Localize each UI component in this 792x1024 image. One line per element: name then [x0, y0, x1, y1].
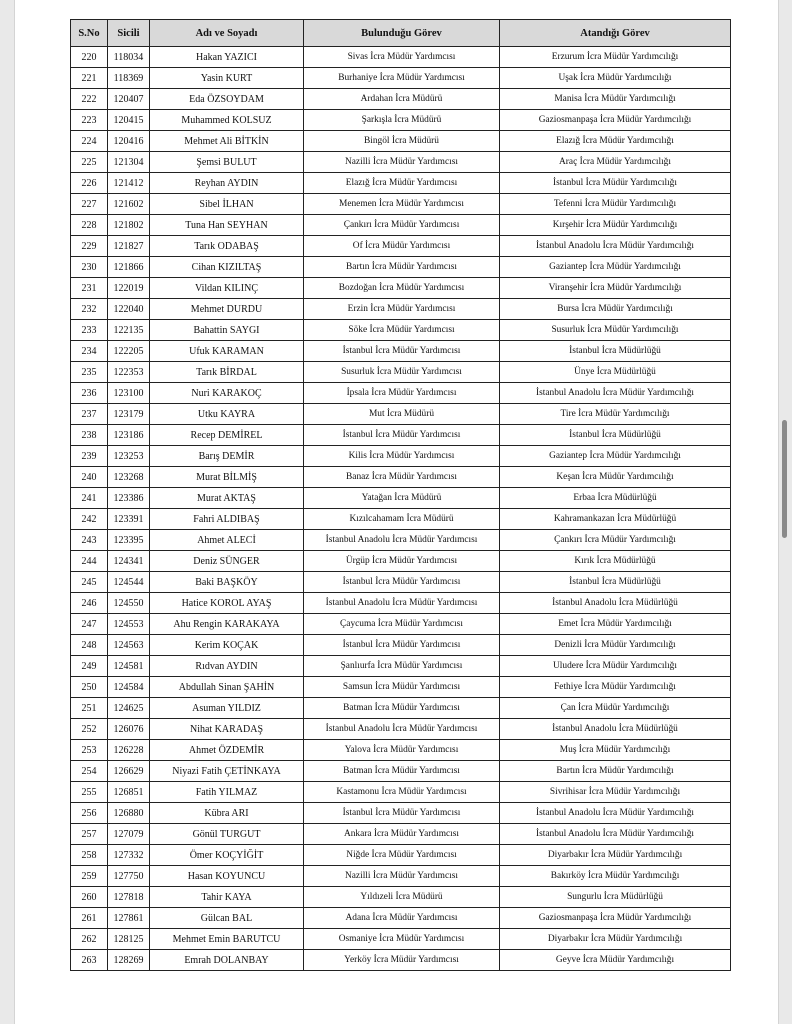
current-position: Şarkışla İcra Müdürü: [304, 110, 500, 131]
table-row: [71, 362, 731, 383]
table-row: [71, 803, 731, 824]
row-number: 255: [71, 782, 108, 803]
table-row: [71, 194, 731, 215]
row-number: 257: [71, 824, 108, 845]
current-position: Şanlıurfa İcra Müdür Yardımcısı: [304, 656, 500, 677]
row-number: 239: [71, 446, 108, 467]
row-number: 260: [71, 887, 108, 908]
sicil-number: 127818: [108, 887, 150, 908]
table-row: [71, 614, 731, 635]
person-name: Emrah DOLANBAY: [150, 950, 304, 971]
sicil-number: 123253: [108, 446, 150, 467]
assigned-position: Çankırı İcra Müdür Yardımcılığı: [500, 530, 731, 551]
scrollbar-thumb[interactable]: [782, 420, 787, 538]
sicil-number: 120415: [108, 110, 150, 131]
current-position: İstanbul İcra Müdür Yardımcısı: [304, 341, 500, 362]
current-position: Banaz İcra Müdür Yardımcısı: [304, 467, 500, 488]
person-name: Vildan KILINÇ: [150, 278, 304, 299]
row-number: 253: [71, 740, 108, 761]
person-name: Tarık BİRDAL: [150, 362, 304, 383]
current-position: Erzin İcra Müdür Yardımcısı: [304, 299, 500, 320]
current-position: Bozdoğan İcra Müdür Yardımcısı: [304, 278, 500, 299]
assigned-position: Susurluk İcra Müdür Yardımcılığı: [500, 320, 731, 341]
person-name: Hatice KOROL AYAŞ: [150, 593, 304, 614]
person-name: Ahu Rengin KARAKAYA: [150, 614, 304, 635]
current-position: İstanbul Anadolu İcra Müdür Yardımcısı: [304, 593, 500, 614]
person-name: Mehmet Emin BARUTCU: [150, 929, 304, 950]
person-name: Eda ÖZSOYDAM: [150, 89, 304, 110]
person-name: Kübra ARI: [150, 803, 304, 824]
table-row: [71, 383, 731, 404]
sicil-number: 127332: [108, 845, 150, 866]
current-position: Yerköy İcra Müdür Yardımcısı: [304, 950, 500, 971]
sicil-number: 120407: [108, 89, 150, 110]
sicil-number: 121602: [108, 194, 150, 215]
current-position: İstanbul Anadolu İcra Müdür Yardımcısı: [304, 530, 500, 551]
assigned-position: Sivrihisar İcra Müdür Yardımcılığı: [500, 782, 731, 803]
sicil-number: 124341: [108, 551, 150, 572]
table-row: [71, 593, 731, 614]
person-name: Sibel İLHAN: [150, 194, 304, 215]
assigned-position: Denizli İcra Müdür Yardımcılığı: [500, 635, 731, 656]
assigned-position: İstanbul Anadolu İcra Müdür Yardımcılığı: [500, 824, 731, 845]
row-number: 230: [71, 257, 108, 278]
sicil-number: 126851: [108, 782, 150, 803]
sicil-number: 121827: [108, 236, 150, 257]
assigned-position: İstanbul İcra Müdür Yardımcılığı: [500, 173, 731, 194]
assigned-position: Erzurum İcra Müdür Yardımcılığı: [500, 47, 731, 68]
person-name: Muhammed KOLSUZ: [150, 110, 304, 131]
assigned-position: İstanbul Anadolu İcra Müdür Yardımcılığı: [500, 236, 731, 257]
current-position: Yalova İcra Müdür Yardımcısı: [304, 740, 500, 761]
header-assigned-position: Atandığı Görev: [500, 20, 731, 47]
person-name: Tuna Han SEYHAN: [150, 215, 304, 236]
assigned-position: İstanbul İcra Müdürlüğü: [500, 425, 731, 446]
current-position: Söke İcra Müdür Yardımcısı: [304, 320, 500, 341]
sicil-number: 123100: [108, 383, 150, 404]
person-name: Rıdvan AYDIN: [150, 656, 304, 677]
header-row: [71, 20, 731, 47]
assigned-position: Kırşehir İcra Müdür Yardımcılığı: [500, 215, 731, 236]
assigned-position: Elazığ İcra Müdür Yardımcılığı: [500, 131, 731, 152]
current-position: Batman İcra Müdür Yardımcısı: [304, 761, 500, 782]
row-number: 235: [71, 362, 108, 383]
current-position: Menemen İcra Müdür Yardımcısı: [304, 194, 500, 215]
person-name: Bahattin SAYGI: [150, 320, 304, 341]
sicil-number: 118369: [108, 68, 150, 89]
table-row: [71, 299, 731, 320]
sicil-number: 124550: [108, 593, 150, 614]
assigned-position: Tefenni İcra Müdür Yardımcılığı: [500, 194, 731, 215]
sicil-number: 122353: [108, 362, 150, 383]
person-name: Ufuk KARAMAN: [150, 341, 304, 362]
row-number: 250: [71, 677, 108, 698]
row-number: 227: [71, 194, 108, 215]
current-position: Elazığ İcra Müdür Yardımcısı: [304, 173, 500, 194]
table-row: [71, 257, 731, 278]
assigned-position: İstanbul Anadolu İcra Müdür Yardımcılığı: [500, 803, 731, 824]
assignment-table: [70, 19, 731, 971]
person-name: Baki BAŞKÖY: [150, 572, 304, 593]
current-position: İstanbul İcra Müdür Yardımcısı: [304, 572, 500, 593]
table-row: [71, 278, 731, 299]
assigned-position: İstanbul İcra Müdürlüğü: [500, 341, 731, 362]
person-name: Utku KAYRA: [150, 404, 304, 425]
sicil-number: 122135: [108, 320, 150, 341]
table-row: [71, 845, 731, 866]
row-number: 262: [71, 929, 108, 950]
sicil-number: 121304: [108, 152, 150, 173]
person-name: Murat AKTAŞ: [150, 488, 304, 509]
row-number: 244: [71, 551, 108, 572]
assigned-position: Keşan İcra Müdür Yardımcılığı: [500, 467, 731, 488]
table-row: [71, 446, 731, 467]
table-row: [71, 740, 731, 761]
row-number: 234: [71, 341, 108, 362]
current-position: Kızılcahamam İcra Müdürü: [304, 509, 500, 530]
assigned-position: İstanbul İcra Müdürlüğü: [500, 572, 731, 593]
sicil-number: 120416: [108, 131, 150, 152]
assigned-position: Tire İcra Müdür Yardımcılığı: [500, 404, 731, 425]
person-name: Nuri KARAKOÇ: [150, 383, 304, 404]
current-position: Ürgüp İcra Müdür Yardımcısı: [304, 551, 500, 572]
assigned-position: Bursa İcra Müdür Yardımcılığı: [500, 299, 731, 320]
sicil-number: 124584: [108, 677, 150, 698]
assigned-position: İstanbul Anadolu İcra Müdürlüğü: [500, 593, 731, 614]
table-row: [71, 761, 731, 782]
sicil-number: 121866: [108, 257, 150, 278]
row-number: 251: [71, 698, 108, 719]
person-name: Barış DEMİR: [150, 446, 304, 467]
row-number: 229: [71, 236, 108, 257]
sicil-number: 127861: [108, 908, 150, 929]
sicil-number: 123268: [108, 467, 150, 488]
sicil-number: 121412: [108, 173, 150, 194]
sicil-number: 124581: [108, 656, 150, 677]
person-name: Tahir KAYA: [150, 887, 304, 908]
table-row: [71, 236, 731, 257]
row-number: 248: [71, 635, 108, 656]
table-row: [71, 635, 731, 656]
current-position: Of İcra Müdür Yardımcısı: [304, 236, 500, 257]
table-row: [71, 677, 731, 698]
assigned-position: Kahramankazan İcra Müdürlüğü: [500, 509, 731, 530]
person-name: Gülcan BAL: [150, 908, 304, 929]
row-number: 220: [71, 47, 108, 68]
assigned-position: Bartın İcra Müdür Yardımcılığı: [500, 761, 731, 782]
row-number: 243: [71, 530, 108, 551]
row-number: 246: [71, 593, 108, 614]
current-position: Çankırı İcra Müdür Yardımcısı: [304, 215, 500, 236]
current-position: Adana İcra Müdür Yardımcısı: [304, 908, 500, 929]
current-position: Bingöl İcra Müdürü: [304, 131, 500, 152]
person-name: Fahri ALDIBAŞ: [150, 509, 304, 530]
sicil-number: 124544: [108, 572, 150, 593]
row-number: 236: [71, 383, 108, 404]
person-name: Ahmet ÖZDEMİR: [150, 740, 304, 761]
sicil-number: 122019: [108, 278, 150, 299]
row-number: 240: [71, 467, 108, 488]
table-row: [71, 929, 731, 950]
header-sno: S.No: [71, 20, 108, 47]
row-number: 233: [71, 320, 108, 341]
assigned-position: Araç İcra Müdür Yardımcılığı: [500, 152, 731, 173]
current-position: İstanbul Anadolu İcra Müdür Yardımcısı: [304, 719, 500, 740]
table-header: [71, 20, 731, 47]
sicil-number: 122040: [108, 299, 150, 320]
row-number: 252: [71, 719, 108, 740]
row-number: 254: [71, 761, 108, 782]
row-number: 259: [71, 866, 108, 887]
row-number: 242: [71, 509, 108, 530]
row-number: 231: [71, 278, 108, 299]
row-number: 238: [71, 425, 108, 446]
person-name: Hakan YAZICI: [150, 47, 304, 68]
table-row: [71, 215, 731, 236]
sicil-number: 123386: [108, 488, 150, 509]
current-position: Samsun İcra Müdür Yardımcısı: [304, 677, 500, 698]
row-number: 225: [71, 152, 108, 173]
current-position: Nazilli İcra Müdür Yardımcısı: [304, 152, 500, 173]
person-name: Şemsi BULUT: [150, 152, 304, 173]
row-number: 226: [71, 173, 108, 194]
table-row: [71, 572, 731, 593]
row-number: 237: [71, 404, 108, 425]
table-row: [71, 152, 731, 173]
assigned-position: Gaziantep İcra Müdür Yardımcılığı: [500, 446, 731, 467]
current-position: İstanbul İcra Müdür Yardımcısı: [304, 803, 500, 824]
person-name: Nihat KARADAŞ: [150, 719, 304, 740]
assigned-position: Fethiye İcra Müdür Yardımcılığı: [500, 677, 731, 698]
table-row: [71, 656, 731, 677]
current-position: Osmaniye İcra Müdür Yardımcısı: [304, 929, 500, 950]
person-name: Yasin KURT: [150, 68, 304, 89]
table-row: [71, 47, 731, 68]
table-row: [71, 887, 731, 908]
row-number: 221: [71, 68, 108, 89]
row-number: 249: [71, 656, 108, 677]
table-row: [71, 866, 731, 887]
assigned-position: Erbaa İcra Müdürlüğü: [500, 488, 731, 509]
document-page: [15, 0, 777, 1024]
current-position: Batman İcra Müdür Yardımcısı: [304, 698, 500, 719]
table-row: [71, 68, 731, 89]
person-name: Niyazi Fatih ÇETİNKAYA: [150, 761, 304, 782]
sicil-number: 126228: [108, 740, 150, 761]
person-name: Deniz SÜNGER: [150, 551, 304, 572]
row-number: 256: [71, 803, 108, 824]
table-row: [71, 131, 731, 152]
sicil-number: 121802: [108, 215, 150, 236]
sicil-number: 128125: [108, 929, 150, 950]
table-row: [71, 908, 731, 929]
header-name: Adı ve Soyadı: [150, 20, 304, 47]
assigned-position: Uludere İcra Müdür Yardımcılığı: [500, 656, 731, 677]
row-number: 223: [71, 110, 108, 131]
current-position: Mut İcra Müdürü: [304, 404, 500, 425]
row-number: 245: [71, 572, 108, 593]
table-row: [71, 425, 731, 446]
sicil-number: 123179: [108, 404, 150, 425]
current-position: Ardahan İcra Müdürü: [304, 89, 500, 110]
row-number: 261: [71, 908, 108, 929]
person-name: Cihan KIZILTAŞ: [150, 257, 304, 278]
assigned-position: Sungurlu İcra Müdürlüğü: [500, 887, 731, 908]
row-number: 241: [71, 488, 108, 509]
row-number: 247: [71, 614, 108, 635]
assigned-position: İstanbul Anadolu İcra Müdürlüğü: [500, 719, 731, 740]
assigned-position: Gaziosmanpaşa İcra Müdür Yardımcılığı: [500, 908, 731, 929]
current-position: Nazilli İcra Müdür Yardımcısı: [304, 866, 500, 887]
table-row: [71, 782, 731, 803]
table-row: [71, 467, 731, 488]
table-row: [71, 509, 731, 530]
assigned-position: Ünye İcra Müdürlüğü: [500, 362, 731, 383]
assigned-position: İstanbul Anadolu İcra Müdür Yardımcılığı: [500, 383, 731, 404]
current-position: Çaycuma İcra Müdür Yardımcısı: [304, 614, 500, 635]
assigned-position: Emet İcra Müdür Yardımcılığı: [500, 614, 731, 635]
table-row: [71, 110, 731, 131]
current-position: Ankara İcra Müdür Yardımcısı: [304, 824, 500, 845]
person-name: Mehmet DURDU: [150, 299, 304, 320]
sicil-number: 126629: [108, 761, 150, 782]
current-position: Kilis İcra Müdür Yardımcısı: [304, 446, 500, 467]
sicil-number: 123391: [108, 509, 150, 530]
current-position: Kastamonu İcra Müdür Yardımcısı: [304, 782, 500, 803]
row-number: 263: [71, 950, 108, 971]
table-row: [71, 89, 731, 110]
table-row: [71, 824, 731, 845]
sicil-number: 122205: [108, 341, 150, 362]
sicil-number: 127750: [108, 866, 150, 887]
row-number: 222: [71, 89, 108, 110]
assigned-position: Manisa İcra Müdür Yardımcılığı: [500, 89, 731, 110]
sicil-number: 118034: [108, 47, 150, 68]
header-current-position: Bulunduğu Görev: [304, 20, 500, 47]
assigned-position: Muş İcra Müdür Yardımcılığı: [500, 740, 731, 761]
assigned-position: Diyarbakır İcra Müdür Yardımcılığı: [500, 845, 731, 866]
table-row: [71, 320, 731, 341]
sicil-number: 128269: [108, 950, 150, 971]
table-row: [71, 698, 731, 719]
person-name: Hasan KOYUNCU: [150, 866, 304, 887]
person-name: Mehmet Ali BİTKİN: [150, 131, 304, 152]
person-name: Ahmet ALECİ: [150, 530, 304, 551]
sicil-number: 126880: [108, 803, 150, 824]
current-position: İstanbul İcra Müdür Yardımcısı: [304, 635, 500, 656]
current-position: Susurluk İcra Müdür Yardımcısı: [304, 362, 500, 383]
table-row: [71, 551, 731, 572]
assigned-position: Gaziantep İcra Müdür Yardımcılığı: [500, 257, 731, 278]
row-number: 228: [71, 215, 108, 236]
table-row: [71, 719, 731, 740]
sicil-number: 124625: [108, 698, 150, 719]
sicil-number: 127079: [108, 824, 150, 845]
sicil-number: 126076: [108, 719, 150, 740]
table-row: [71, 404, 731, 425]
person-name: Reyhan AYDIN: [150, 173, 304, 194]
assigned-position: Geyve İcra Müdür Yardımcılığı: [500, 950, 731, 971]
person-name: Fatih YILMAZ: [150, 782, 304, 803]
current-position: Sivas İcra Müdür Yardımcısı: [304, 47, 500, 68]
current-position: Yıldızeli İcra Müdürü: [304, 887, 500, 908]
row-number: 258: [71, 845, 108, 866]
person-name: Abdullah Sinan ŞAHİN: [150, 677, 304, 698]
person-name: Murat BİLMİŞ: [150, 467, 304, 488]
person-name: Kerim KOÇAK: [150, 635, 304, 656]
header-sicil: Sicili: [108, 20, 150, 47]
table-row: [71, 341, 731, 362]
sicil-number: 123186: [108, 425, 150, 446]
current-position: Burhaniye İcra Müdür Yardımcısı: [304, 68, 500, 89]
row-number: 224: [71, 131, 108, 152]
assigned-position: Bakırköy İcra Müdür Yardımcılığı: [500, 866, 731, 887]
assigned-position: Diyarbakır İcra Müdür Yardımcılığı: [500, 929, 731, 950]
current-position: İstanbul İcra Müdür Yardımcısı: [304, 425, 500, 446]
current-position: Niğde İcra Müdür Yardımcısı: [304, 845, 500, 866]
person-name: Tarık ODABAŞ: [150, 236, 304, 257]
current-position: İpsala İcra Müdür Yardımcısı: [304, 383, 500, 404]
table-row: [71, 173, 731, 194]
sicil-number: 124553: [108, 614, 150, 635]
table-row: [71, 488, 731, 509]
assigned-position: Kırık İcra Müdürlüğü: [500, 551, 731, 572]
table-body: [71, 47, 731, 971]
assigned-position: Çan İcra Müdür Yardımcılığı: [500, 698, 731, 719]
sicil-number: 123395: [108, 530, 150, 551]
person-name: Asuman YILDIZ: [150, 698, 304, 719]
sicil-number: 124563: [108, 635, 150, 656]
person-name: Recep DEMİREL: [150, 425, 304, 446]
assigned-position: Viranşehir İcra Müdür Yardımcılığı: [500, 278, 731, 299]
table-row: [71, 950, 731, 971]
person-name: Ömer KOÇYİĞİT: [150, 845, 304, 866]
person-name: Gönül TURGUT: [150, 824, 304, 845]
viewer-left-margin: [0, 0, 15, 1024]
assigned-position: Gaziosmanpaşa İcra Müdür Yardımcılığı: [500, 110, 731, 131]
current-position: Yatağan İcra Müdürü: [304, 488, 500, 509]
row-number: 232: [71, 299, 108, 320]
table-row: [71, 530, 731, 551]
current-position: Bartın İcra Müdür Yardımcısı: [304, 257, 500, 278]
assigned-position: Uşak İcra Müdür Yardımcılığı: [500, 68, 731, 89]
